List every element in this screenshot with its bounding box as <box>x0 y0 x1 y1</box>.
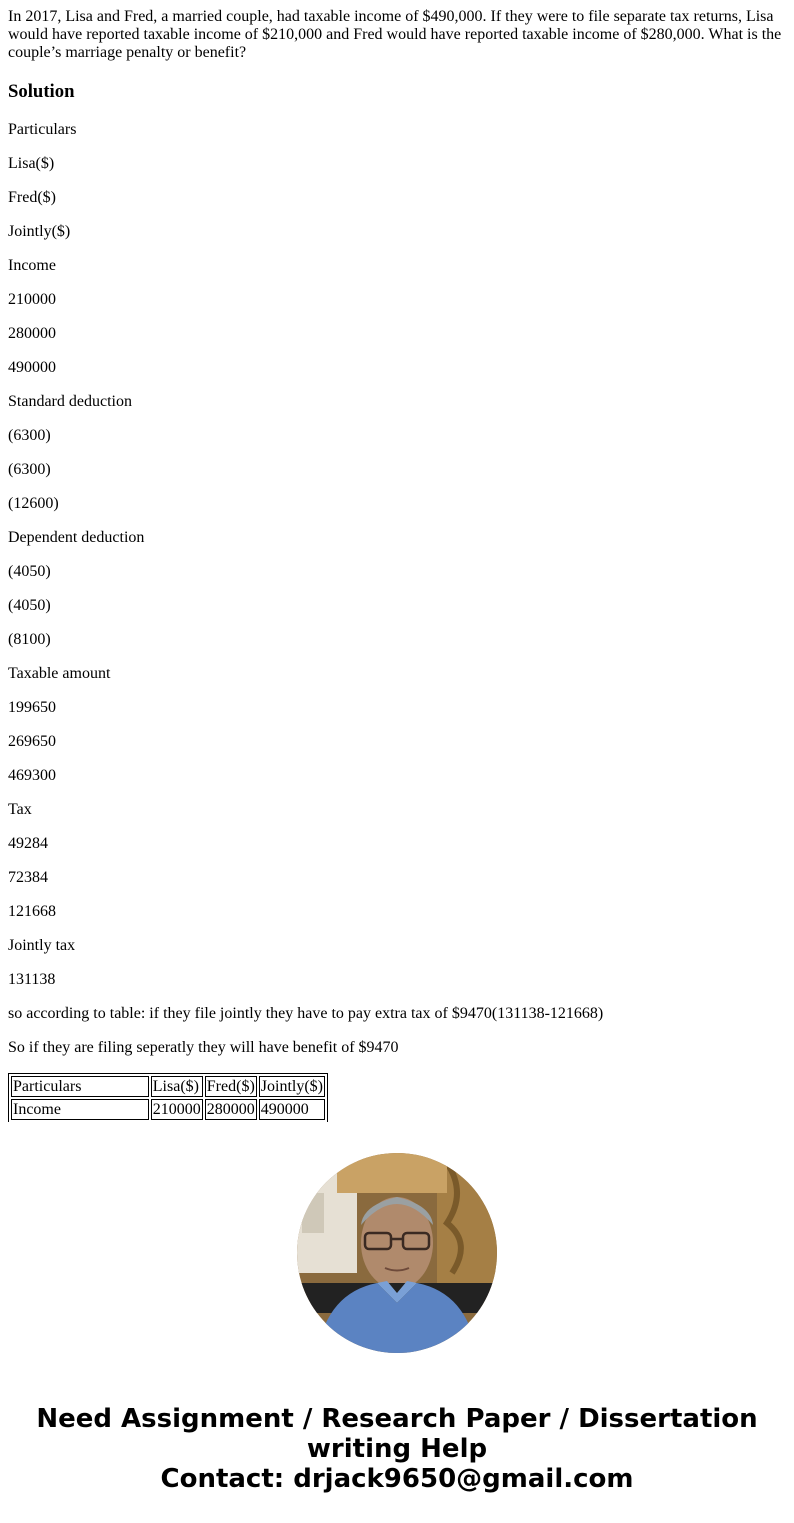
solution-line: Jointly tax <box>8 937 76 954</box>
solution-line: 269650 <box>8 733 56 750</box>
solution-line: Standard deduction <box>8 393 132 410</box>
solution-line: 280000 <box>8 325 56 342</box>
solution-line: (6300) <box>8 461 51 478</box>
solution-line: 210000 <box>8 291 56 308</box>
solution-line: 49284 <box>8 835 48 852</box>
solution-line: so according to table: if they file jointly they have to pay extra tax of $9470(131138-121668) <box>8 1005 604 1022</box>
table-cell: 210000 <box>152 1101 201 1118</box>
contact-banner <box>0 1404 794 1494</box>
table-cell: 280000 <box>206 1101 255 1118</box>
solution-line: 490000 <box>8 359 56 376</box>
banner-line: writing Help <box>306 1434 488 1464</box>
solution-line: 469300 <box>8 767 56 784</box>
solution-line: Fred($) <box>8 189 56 206</box>
solution-line: (12600) <box>8 495 59 512</box>
banner-contact: Contact: drjack9650@gmail.com <box>160 1464 634 1494</box>
solution-line: Taxable amount <box>8 665 111 682</box>
tax-table <box>8 1073 328 1122</box>
solution-line: Tax <box>8 801 32 818</box>
solution-line: Lisa($) <box>8 155 55 172</box>
table-header-cell: Particulars <box>11 1076 149 1097</box>
table-cell: 490000 <box>259 1099 325 1120</box>
solution-lines <box>8 121 786 1073</box>
table-row <box>11 1099 325 1120</box>
solution-line: Particulars <box>8 121 77 138</box>
solution-line: 199650 <box>8 699 56 716</box>
solution-line: (4050) <box>8 563 51 580</box>
solution-line: (4050) <box>8 597 51 614</box>
table-header-cell: Lisa($) <box>151 1076 203 1097</box>
banner-line: Need Assignment / Research Paper / Dissertation <box>36 1404 758 1434</box>
document-body <box>8 8 786 1056</box>
tax-table-preview <box>8 1073 328 1122</box>
top-frame <box>337 1153 447 1193</box>
table-header-cell: Jointly($) <box>260 1078 323 1095</box>
author-photo <box>297 1153 497 1353</box>
table-header-row <box>11 1076 325 1097</box>
question-text: In 2017, Lisa and Fred, a married couple, had taxable income of $490,000. If they were to file separate tax returns, Lisa would have reported taxable income of $210,000 and Fred would have reported taxable income of $280,000. What is the couple’s marriage penalty or benefit? <box>8 8 782 61</box>
table-header-cell: Fred($) <box>205 1076 257 1097</box>
solution-line: (8100) <box>8 631 51 648</box>
solution-line: 131138 <box>8 971 56 988</box>
solution-line: Income <box>8 257 56 274</box>
table-cell: Income <box>11 1099 149 1120</box>
portrait-image <box>297 1153 497 1353</box>
solution-line: (6300) <box>8 427 51 444</box>
solution-heading: Solution <box>8 81 75 102</box>
wall-switch <box>302 1193 324 1233</box>
solution-line: So if they are filing seperatly they will have benefit of $9470 <box>8 1039 399 1056</box>
solution-line: Jointly($) <box>8 223 71 240</box>
solution-line: Dependent deduction <box>8 529 145 546</box>
solution-line: 72384 <box>8 869 48 886</box>
solution-line: 121668 <box>8 903 56 920</box>
